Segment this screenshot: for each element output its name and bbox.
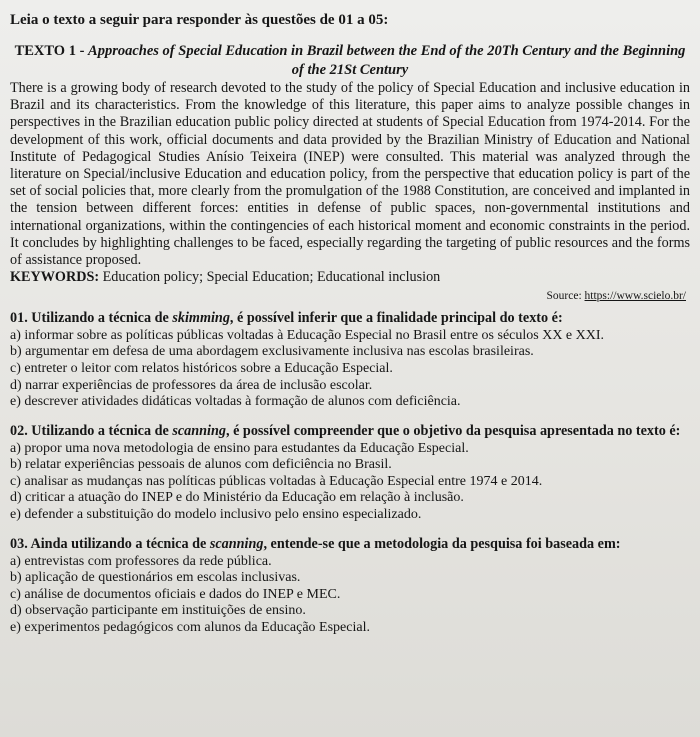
keywords-label: KEYWORDS: (10, 269, 100, 286)
question-03-technique: scanning (209, 535, 264, 552)
question-02-prompt-end: , é possível compreender que o objetivo da pesquisa apresentada no texto é: (225, 422, 681, 439)
question-02-option-c[interactable]: c) analisar as mudanças nas políticas públicas voltadas à Educação Especial entre 1974 e 2014. (10, 473, 543, 489)
text-title-main: Approaches of Special Education in Brazil between the End of the 20Th Century and the Beginning of the 21St Century (88, 43, 686, 78)
question-01-option-b[interactable]: b) argumentar em defesa de uma abordagem exclusivamente inclusiva nas escolas brasileiras. (10, 344, 534, 360)
question-03-option-d[interactable]: d) observação participante em instituições de ensino. (10, 603, 306, 619)
question-02-prompt (10, 423, 690, 440)
question-03-option-c[interactable]: c) análise de documentos oficiais e dados do INEP e MEC. (10, 586, 341, 602)
question-03-prompt (10, 536, 690, 553)
question-01 (10, 310, 690, 411)
question-02-option-e[interactable]: e) defender a substituição do modelo inclusivo pelo ensino especializado. (10, 507, 422, 523)
source-line (10, 289, 686, 304)
question-03-prompt-start: 03. Ainda utilizando a técnica de (10, 535, 210, 552)
question-01-prompt (10, 310, 690, 327)
question-01-option-e[interactable]: e) descrever atividades didáticas voltadas à formação de alunos com deficiência. (10, 394, 461, 410)
question-02 (10, 423, 690, 524)
keywords-text: Education policy; Special Education; Educational inclusion (99, 269, 441, 286)
keywords-line (10, 269, 690, 287)
question-01-technique: skimming (172, 309, 230, 326)
question-01-option-c[interactable]: c) entreter o leitor com relatos históricos sobre a Educação Especial. (10, 360, 393, 376)
question-01-prompt-start: 01. Utilizando a técnica de (10, 309, 173, 326)
question-02-option-b[interactable]: b) relatar experiências pessoais de alunos com deficiência no Brasil. (10, 457, 392, 473)
question-02-option-d[interactable]: d) criticar a atuação do INEP e do Ministério da Educação em relação à inclusão. (10, 490, 464, 506)
question-03-option-a[interactable]: a) entrevistas com professores da rede pública. (10, 553, 272, 569)
source-label: Source: (546, 289, 585, 302)
question-03-prompt-end: , entende-se que a metodologia da pesquisa foi baseada em: (263, 535, 621, 552)
text-title (10, 42, 690, 80)
question-03-option-b[interactable]: b) aplicação de questionários em escolas inclusivas. (10, 570, 301, 586)
question-01-prompt-end: , é possível inferir que a finalidade principal do texto é: (229, 309, 563, 326)
intro-instruction: Leia o texto a seguir para responder às questões de 01 a 05: (10, 12, 389, 28)
question-02-option-a[interactable]: a) propor uma nova metodologia de ensino para estudantes da Educação Especial. (10, 440, 469, 456)
abstract-paragraph: There is a growing body of research devoted to the study of the policy of Special Education and inclusive education in Brazil and its characteristics. From the knowledge of this literature, this paper aims to analyze possible changes in perspectives in the Brazilian education public policy directed at students of Special Education from 1974-2014. For the development of this work, official documents and data provided by the Brazilian Ministry of Education and National Institute of Pedagogical Studies Anísio Teixeira (INEP) were consulted. This material was analyzed through the literature on Special/inclusive Education and education policy, from the perspective that education policy is part of the set of social policies that, more clearly from the promulgation of the 1988 Constitution, are conceived and implanted in the tension between different forces: entities in defense of public spaces, non-governmental institutions and international organizations, within the contingencies of each historical moment and economic constraints in the period. It concludes by highlighting challenges to be faced, especially regarding the targeting of public resources and the forms of assistance proposed. (10, 80, 690, 269)
question-01-option-d[interactable]: d) narrar experiências de professores da área de inclusão escolar. (10, 377, 373, 393)
text-title-label: TEXTO 1 - (14, 43, 89, 59)
question-02-technique: scanning (172, 422, 226, 439)
question-02-prompt-start: 02. Utilizando a técnica de (10, 422, 173, 439)
question-03 (10, 536, 690, 637)
question-03-option-e[interactable]: e) experimentos pedagógicos com alunos da Educação Especial. (10, 620, 370, 636)
question-01-option-a[interactable]: a) informar sobre as políticas públicas voltadas à Educação Especial no Brasil entre os séculos XX e XXI. (10, 327, 605, 343)
source-link[interactable]: https://www.scielo.br/ (584, 289, 686, 302)
